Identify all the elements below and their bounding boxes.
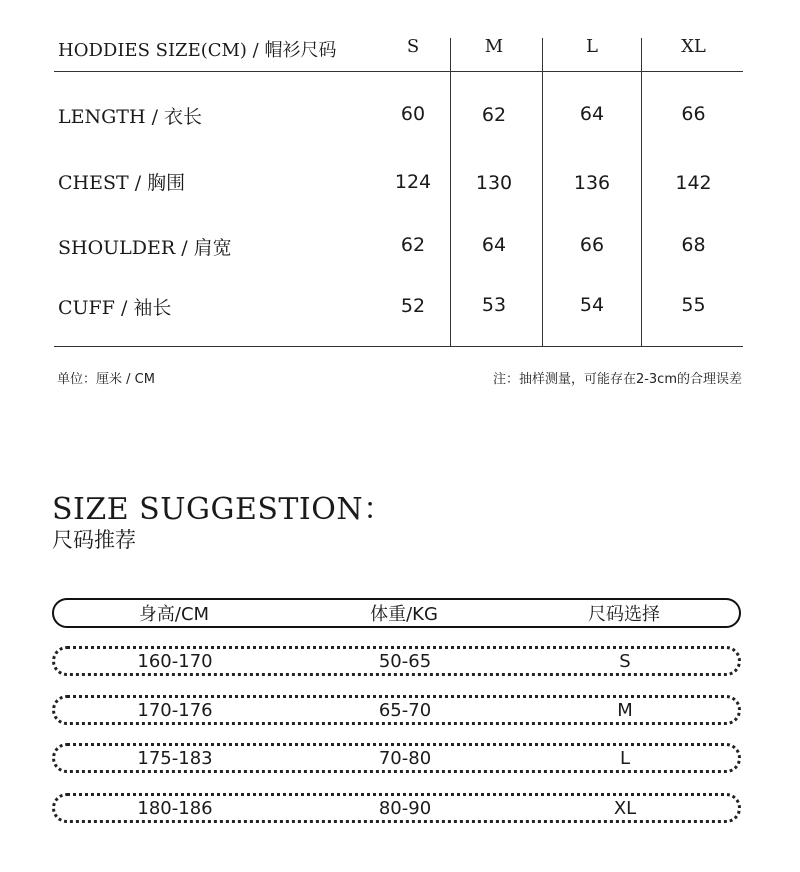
header-height: 身高/CM	[138, 604, 210, 625]
suggestion-row	[52, 793, 741, 823]
suggestion-title: SIZE SUGGESTION：	[52, 492, 394, 527]
unit-note: 单位：厘米 / CM	[57, 372, 155, 387]
recommended-size: L	[619, 747, 631, 769]
table-cell: 124	[394, 171, 432, 193]
weight-range: 65-70	[378, 699, 432, 721]
column-divider	[641, 38, 642, 346]
size-header-l: L	[586, 36, 598, 57]
size-header-s: S	[406, 36, 420, 57]
row-label-length: LENGTH / 衣长	[58, 106, 203, 128]
table-cell: 53	[481, 294, 507, 316]
table-cell: 62	[400, 234, 426, 256]
size-header-xl: XL	[681, 36, 706, 57]
table-cell: 55	[681, 294, 706, 316]
size-chart-table	[54, 30, 743, 348]
suggestion-row	[52, 646, 741, 676]
recommended-size: M	[617, 699, 633, 721]
table-cell: 62	[481, 104, 507, 126]
size-header-m: M	[484, 36, 504, 57]
table-cell: 130	[475, 172, 513, 194]
table-cell: 66	[681, 103, 706, 125]
height-range: 175-183	[137, 747, 213, 769]
weight-range: 50-65	[378, 650, 432, 672]
table-cell: 64	[579, 103, 605, 125]
suggestion-subtitle: 尺码推荐	[52, 528, 136, 552]
table-title: HODDIES SIZE(CM) / 帽衫尺码	[58, 40, 337, 61]
table-cell: 66	[579, 234, 605, 256]
height-range: 180-186	[137, 797, 213, 819]
table-cell: 60	[400, 103, 426, 125]
height-range: 170-176	[137, 699, 213, 721]
recommended-size: S	[619, 650, 631, 672]
table-cell: 136	[573, 172, 611, 194]
table-cell: 54	[579, 294, 605, 316]
column-divider	[542, 38, 543, 346]
header-size-choice: 尺码选择	[588, 604, 660, 625]
table-cell: 68	[681, 234, 706, 256]
suggestion-row	[52, 743, 741, 773]
suggestion-row	[52, 695, 741, 725]
row-label-shoulder: SHOULDER / 肩宽	[58, 237, 232, 259]
table-cell: 52	[400, 295, 426, 317]
header-weight: 体重/KG	[370, 604, 438, 625]
header-divider	[54, 71, 743, 72]
table-bottom-line	[54, 346, 743, 347]
row-label-cuff: CUFF / 袖长	[58, 297, 172, 319]
table-cell: 142	[675, 172, 712, 194]
weight-range: 70-80	[378, 747, 432, 769]
weight-range: 80-90	[378, 797, 432, 819]
table-cell: 64	[481, 234, 507, 256]
measurement-note: 注：抽样测量，可能存在2-3cm的合理误差	[492, 372, 742, 387]
row-label-chest: CHEST / 胸围	[58, 172, 186, 194]
height-range: 160-170	[137, 650, 213, 672]
recommended-size: XL	[613, 797, 637, 819]
suggestion-header-row	[52, 598, 741, 628]
